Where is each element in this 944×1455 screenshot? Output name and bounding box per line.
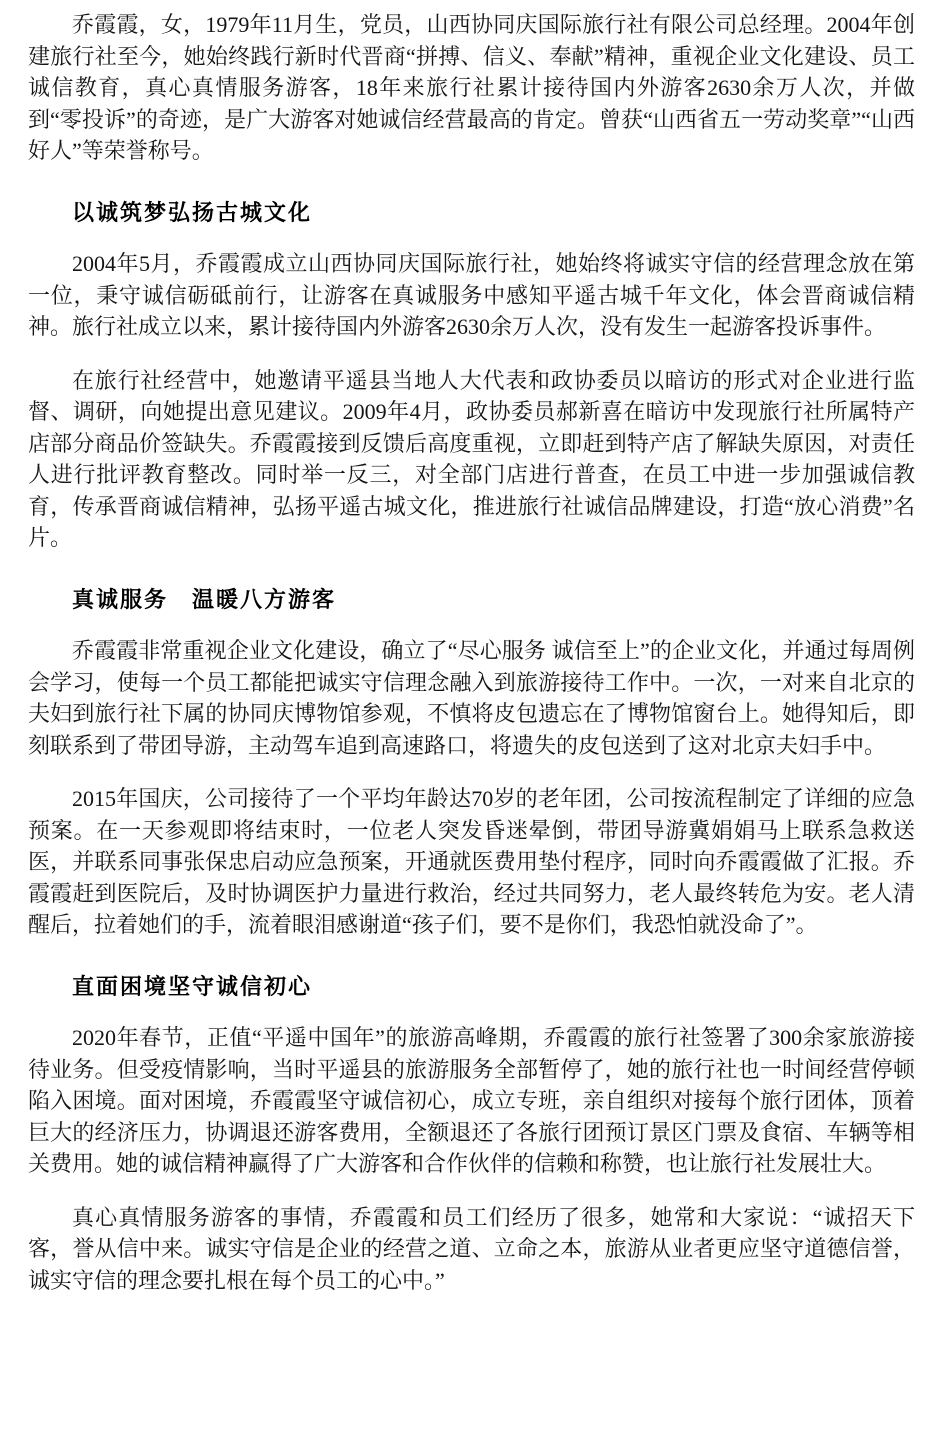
paragraph: 2015年国庆，公司接待了一个平均年龄达70岁的老年团，公司按流程制定了详细的应急预案。在一天参观即将结束时，一位老人突发昏迷晕倒，带团导游冀娟娟马上联系急救送医，并联系同事张保忠启动应急预案，开通就医费用垫付程序，同时向乔霞霞做了汇报。乔霞霞赶到医院后，及时协调医护力量进行救治，经过共同努力，老人最终转危为安。老人清醒后，拉着她们的手，流着眼泪感谢道“孩子们，要不是你们，我恐怕就没命了”。 bbox=[28, 786, 915, 937]
section-heading-zhencheng-fuwu: 真诚服务 温暖八方游客 bbox=[72, 586, 337, 612]
paragraph: 乔霞霞非常重视企业文化建设，确立了“尽心服务 诚信至上”的企业文化，并通过每周例会学习，使每一个员工都能把诚实守信理念融入到旅游接待工作中。一次，一对来自北京的夫妇到旅行社下属的协同庆博物馆参观，不慎将皮包遗忘在了博物馆窗台上。她得知后，即刻联系到了带团导游，主动驾车追到高速路口，将遗失的皮包送到了这对北京夫妇手中。 bbox=[28, 638, 915, 758]
section-heading-zhimian-kunjing: 直面困境坚守诚信初心 bbox=[72, 973, 313, 999]
paragraph-intro: 乔霞霞，女，1979年11月生，党员，山西协同庆国际旅行社有限公司总经理。2004年创建旅行社至今，她始终践行新时代晋商“拼搏、信义、奉献”精神，重视企业文化建设、员工诚信教育，真心真情服务游客，18年来旅行社累计接待国内外游客2630余万人次，并做到“零投诉”的奇迹，是广大游客对她诚信经营最高的肯定。曾获“山西省五一劳动奖章”“山西好人”等荣誉称号。 bbox=[28, 12, 915, 163]
paragraph: 2020年春节，正值“平遥中国年”的旅游高峰期，乔霞霞的旅行社签署了300余家旅游接待业务。但受疫情影响，当时平遥县的旅游服务全部暂停了，她的旅行社也一时间经营停顿陷入困境。面对困境，乔霞霞坚守诚信初心，成立专班，亲自组织对接每个旅行团体，顶着巨大的经济压力，协调退还游客费用，全额退还了各旅行团预订景区门票及食宿、车辆等相关费用。她的诚信精神赢得了广大游客和合作伙伴的信赖和称赞，也让旅行社发展壮大。 bbox=[28, 1025, 915, 1176]
paragraph: 在旅行社经营中，她邀请平遥县当地人大代表和政协委员以暗访的形式对企业进行监督、调研，向她提出意见建议。2009年4月，政协委员郝新喜在暗访中发现旅行社所属特产店部分商品价签缺失。乔霞霞接到反馈后高度重视，立即赶到特产店了解缺失原因，对责任人进行批评教育整改。同时举一反三，对全部门店进行普查，在员工中进一步加强诚信教育，传承晋商诚信精神，弘扬平遥古城文化，推进旅行社诚信品牌建设，打造“放心消费”名片。 bbox=[28, 367, 915, 550]
paragraph: 真心真情服务游客的事情，乔霞霞和员工们经历了很多，她常和大家说：“诚招天下客，誉从信中来。诚实守信是企业的经营之道、立命之本，旅游从业者更应坚守道德信誉，诚实守信的理念要扎根在每个员工的心中。” bbox=[28, 1204, 915, 1293]
paragraph: 2004年5月，乔霞霞成立山西协同庆国际旅行社，她始终将诚实守信的经营理念放在第一位，秉守诚信砺砥前行，让游客在真诚服务中感知平遥古城千年文化，体会晋商诚信精神。旅行社成立以来，累计接待国内外游客2630余万人次，没有发生一起游客投诉事件。 bbox=[28, 251, 915, 339]
section-heading-chengxin-gucheng: 以诚筑梦弘扬古城文化 bbox=[72, 199, 313, 225]
